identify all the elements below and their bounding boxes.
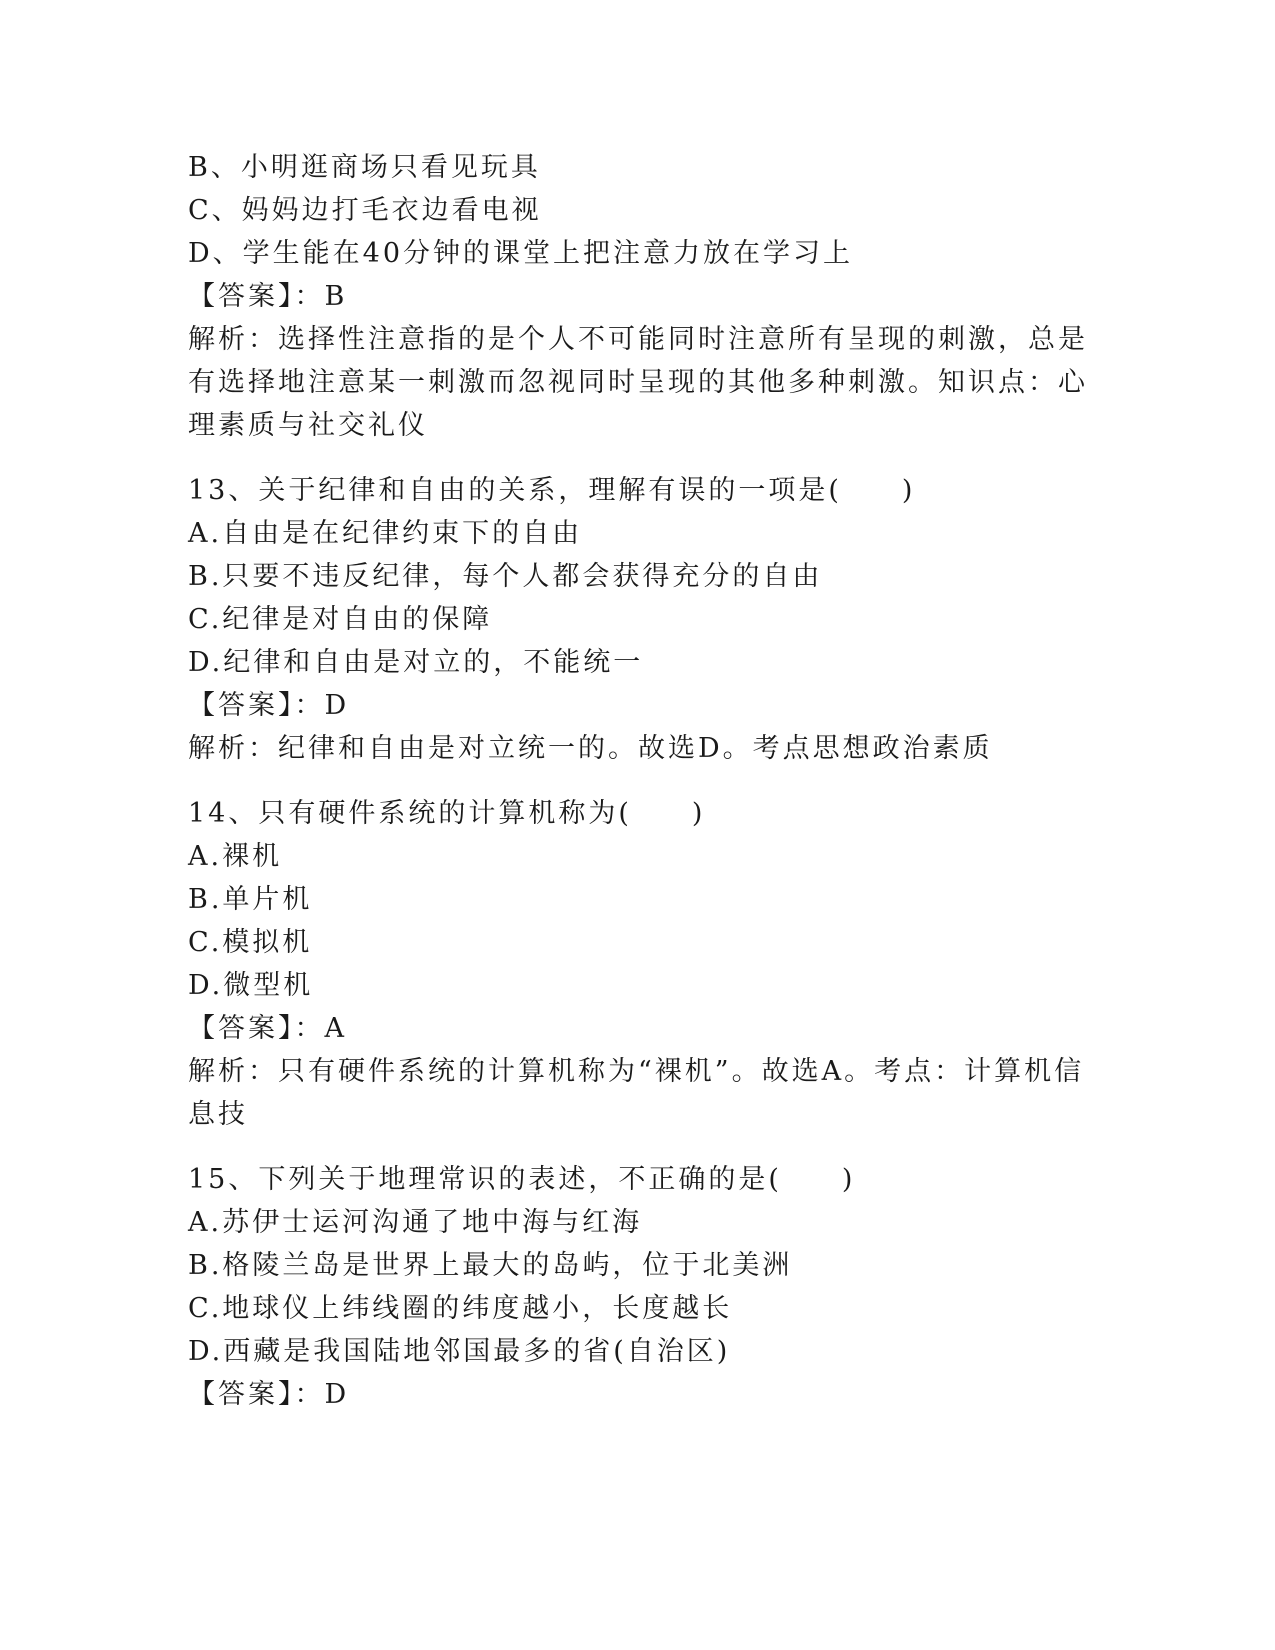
option-d: D.微型机	[188, 970, 314, 1001]
analysis-line: 息技	[188, 1099, 248, 1130]
option-c: C.地球仪上纬线圈的纬度越小，长度越长	[188, 1293, 733, 1324]
analysis-line: 解析：选择性注意指的是个人不可能同时注意所有呈现的刺激，总是	[188, 324, 1088, 355]
analysis-line: 有选择地注意某一刺激而忽视同时呈现的其他多种刺激。知识点：心	[188, 367, 1088, 398]
page-content	[188, 146, 1088, 1416]
option-b: B、小明逛商场只看见玩具	[188, 152, 541, 183]
option-b: B.单片机	[188, 884, 313, 915]
option-d: D、学生能在40分钟的课堂上把注意力放在学习上	[188, 238, 854, 269]
question-14	[188, 792, 1088, 1136]
option-b: B.格陵兰岛是世界上最大的岛屿，位于北美洲	[188, 1250, 793, 1281]
option-d: D.纪律和自由是对立的，不能统一	[188, 647, 644, 678]
question-text: 13、关于纪律和自由的关系，理解有误的一项是( )	[188, 475, 916, 506]
question-15	[188, 1158, 1088, 1416]
spacer	[188, 770, 1088, 792]
question-text: 15、下列关于地理常识的表述，不正确的是( )	[188, 1164, 856, 1195]
spacer	[188, 1136, 1088, 1158]
option-a: A.自由是在纪律约束下的自由	[188, 518, 583, 549]
option-c: C.模拟机	[188, 927, 313, 958]
answer: 【答案】：A	[188, 1013, 347, 1044]
analysis-line: 解析：只有硬件系统的计算机称为“裸机”。故选A。考点：计算机信	[188, 1056, 1085, 1087]
option-a: A.苏伊士运河沟通了地中海与红海	[188, 1207, 643, 1238]
option-a: A.裸机	[188, 841, 283, 872]
option-d: D.西藏是我国陆地邻国最多的省(自治区)	[188, 1336, 731, 1367]
option-c: C.纪律是对自由的保障	[188, 604, 493, 635]
question-13	[188, 469, 1088, 770]
answer: 【答案】：D	[188, 690, 350, 721]
option-b: B.只要不违反纪律，每个人都会获得充分的自由	[188, 561, 823, 592]
spacer	[188, 447, 1088, 469]
option-c: C、妈妈边打毛衣边看电视	[188, 195, 542, 226]
analysis-line: 解析：纪律和自由是对立统一的。故选D。考点思想政治素质	[188, 733, 993, 764]
answer: 【答案】：D	[188, 1379, 350, 1410]
answer: 【答案】：B	[188, 281, 348, 312]
question-text: 14、只有硬件系统的计算机称为( )	[188, 798, 706, 829]
question-12-tail	[188, 146, 1088, 447]
analysis-line: 理素质与社交礼仪	[188, 410, 428, 441]
